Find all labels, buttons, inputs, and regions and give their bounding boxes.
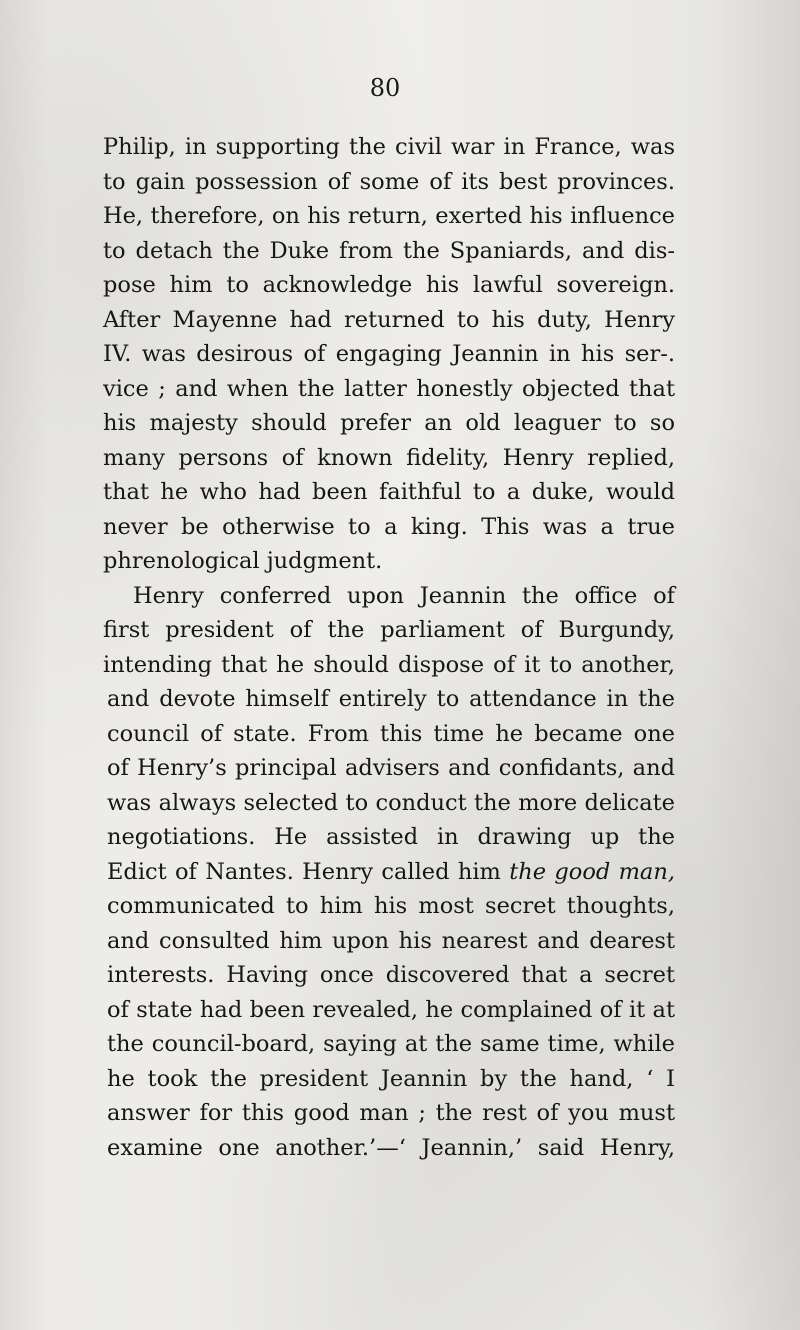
text-line: interests. Having once discovered that a secret	[107, 962, 675, 988]
text-line: that he who had been faithful to a duke, would	[103, 479, 675, 505]
text-line: many persons of known fidelity, Henry replied,	[103, 444, 675, 471]
text-line: communicated to him his most secret thoughts,	[107, 893, 675, 919]
paragraph-end-line: phrenological judgment.	[103, 548, 383, 574]
italic-phrase: the good man,	[509, 858, 675, 885]
body-text	[103, 130, 675, 1165]
paragraph-first-line: Henry conferred upon Jeannin the office of	[133, 582, 675, 609]
text-line: Philip, in supporting the civil war in France, was	[103, 134, 675, 160]
text-line: first president of the parliament of Burgundy,	[103, 617, 675, 643]
text-line: After Mayenne had returned to his duty, Henry	[103, 306, 675, 333]
text-segment: Edict of Nantes. Henry called him	[107, 858, 510, 885]
text-line: was always selected to conduct the more delicate	[107, 789, 675, 816]
text-line: of Henry’s principal advisers and confidants, and	[107, 755, 675, 781]
text-line: vice ; and when the latter honestly objected that	[103, 375, 675, 402]
text-line: and devote himself entirely to attendance in the	[107, 686, 675, 712]
text-line-with-italic	[103, 855, 675, 890]
text-line: and consulted him upon his nearest and dearest	[107, 927, 675, 954]
text-line: to detach the Duke from the Spaniards, and dis-	[103, 237, 675, 264]
text-line: pose him to acknowledge his lawful sovereign.	[103, 272, 675, 298]
page-number: 80	[369, 74, 401, 102]
text-line: examine one another.’—‘ Jeannin,’ said Henry,	[107, 1134, 675, 1161]
text-line: intending that he should dispose of it to another,	[103, 651, 675, 678]
text-line: IV. was desirous of engaging Jeannin in his ser-.	[103, 341, 675, 367]
text-line: negotiations. He assisted in drawing up the	[107, 824, 675, 850]
text-line: he took the president Jeannin by the hand, ‘ I	[107, 1065, 675, 1092]
text-line: He, therefore, on his return, exerted his influence	[103, 203, 675, 229]
text-line: the council-board, saying at the same time, while	[107, 1031, 675, 1057]
text-line: his majesty should prefer an old leaguer to so	[103, 410, 675, 436]
text-line: of state had been revealed, he complained of it at	[107, 996, 675, 1023]
text-line: council of state. From this time he became one	[107, 720, 675, 747]
text-line: answer for this good man ; the rest of you must	[107, 1100, 675, 1126]
text-line: never be otherwise to a king. This was a true	[103, 513, 675, 540]
text-line: to gain possession of some of its best provinces.	[103, 168, 675, 195]
